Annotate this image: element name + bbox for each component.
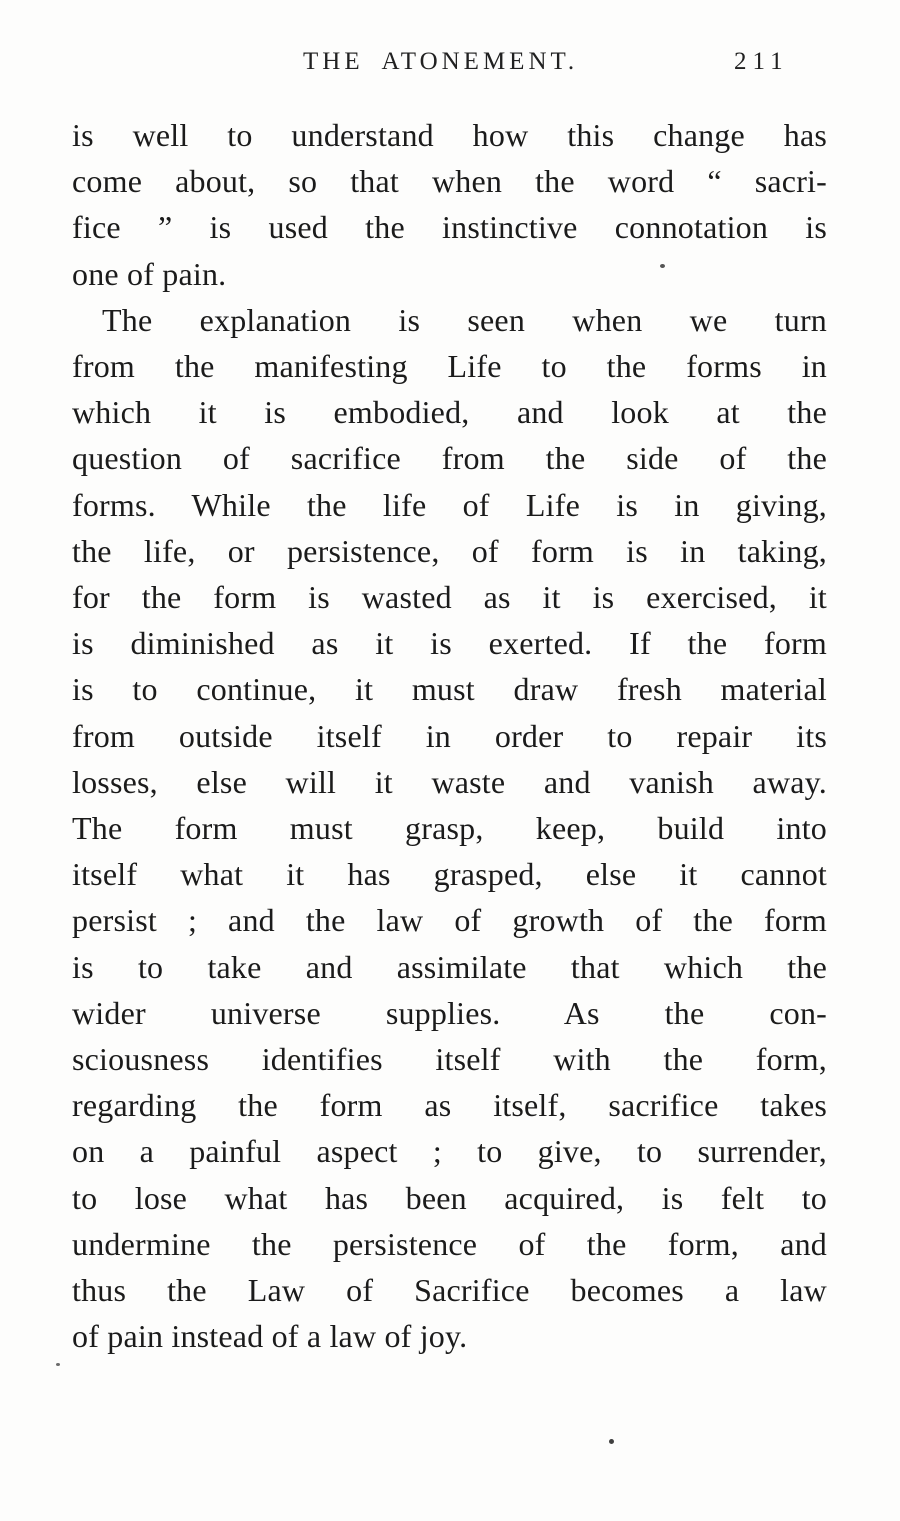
- scan-speck: [56, 1363, 60, 1366]
- text-line: fice ” is used the instinctive connotation is: [72, 209, 827, 246]
- text-line: question of sacrifice from the side of the: [72, 440, 827, 477]
- text-line: forms. While the life of Life is in giving,: [72, 486, 827, 523]
- text-line: sciousness identifies itself with the form,: [72, 1041, 827, 1078]
- page-number: 211: [734, 48, 789, 75]
- text-line: the life, or persistence, of form is in taking,: [72, 532, 827, 569]
- running-title: THE ATONEMENT.: [303, 48, 579, 75]
- text-line: thus the Law of Sacrifice becomes a law: [72, 1272, 827, 1309]
- text-line: persist ; and the law of growth of the form: [72, 902, 827, 939]
- text-line: for the form is wasted as it is exercised, it: [72, 579, 827, 616]
- text-line: wider universe supplies. As the con-: [72, 994, 827, 1031]
- text-line: is to continue, it must draw fresh material: [72, 671, 827, 708]
- text-line: The explanation is seen when we turn: [102, 301, 827, 338]
- body-text: [72, 112, 827, 1359]
- text-line: is to take and assimilate that which the: [72, 948, 827, 985]
- text-line: is well to understand how this change has: [72, 117, 827, 153]
- text-line: undermine the persistence of the form, and: [72, 1225, 827, 1262]
- text-line: on a painful aspect ; to give, to surrender,: [72, 1133, 827, 1170]
- text-line: itself what it has grasped, else it cannot: [72, 856, 827, 893]
- text-line: one of pain.: [72, 255, 227, 292]
- scan-speck: [660, 264, 665, 268]
- text-line: of pain instead of a law of joy.: [72, 1318, 468, 1355]
- text-line: is diminished as it is exerted. If the form: [72, 625, 827, 662]
- text-line: regarding the form as itself, sacrifice takes: [72, 1087, 827, 1124]
- text-line: losses, else will it waste and vanish away.: [72, 763, 827, 800]
- running-header: [0, 48, 900, 82]
- text-line: to lose what has been acquired, is felt to: [72, 1179, 827, 1216]
- text-line: from outside itself in order to repair its: [72, 717, 827, 754]
- scan-speck: [609, 1439, 614, 1444]
- text-line: The form must grasp, keep, build into: [72, 810, 827, 847]
- text-line: which it is embodied, and look at the: [72, 394, 827, 431]
- text-line: come about, so that when the word “ sacri-: [72, 163, 827, 200]
- text-line: from the manifesting Life to the forms in: [72, 348, 827, 385]
